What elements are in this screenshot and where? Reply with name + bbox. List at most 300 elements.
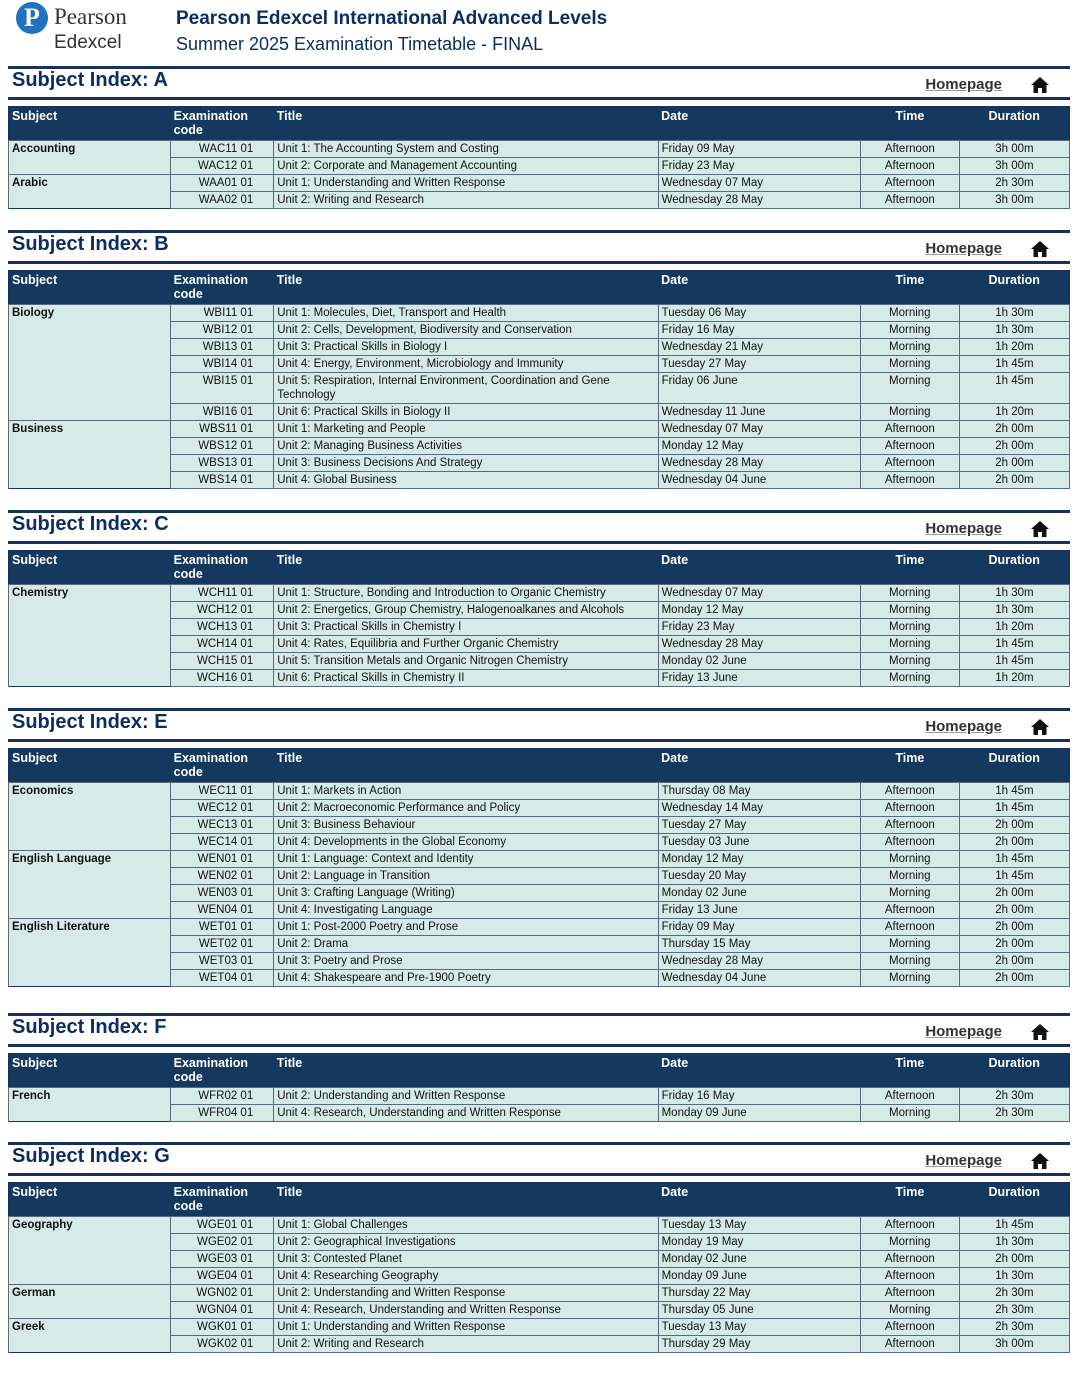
homepage-link[interactable]: Homepage (925, 520, 1002, 537)
exam-duration: 2h 00m (959, 455, 1069, 472)
exam-title: Unit 2: Energetics, Group Chemistry, Halogenoalkanes and Alcohols (274, 602, 658, 619)
exam-time: Afternoon (860, 834, 959, 851)
exam-date: Tuesday 06 May (658, 305, 860, 322)
col-date-header: Date (658, 1054, 860, 1088)
exam-title: Unit 1: Molecules, Diet, Transport and Health (274, 305, 658, 322)
subject-name (9, 834, 171, 851)
pearson-logo-icon: P (16, 2, 48, 34)
exam-time: Morning (860, 339, 959, 356)
exam-duration: 1h 20m (959, 404, 1069, 421)
exam-title: Unit 4: Rates, Equilibria and Further Organic Chemistry (274, 636, 658, 653)
exam-title: Unit 5: Transition Metals and Organic Nitrogen Chemistry (274, 653, 658, 670)
exam-time: Morning (860, 619, 959, 636)
exam-duration: 1h 45m (959, 356, 1069, 373)
exam-code: WGE04 01 (171, 1268, 274, 1285)
exam-date: Friday 09 May (658, 919, 860, 936)
subject-name (9, 1251, 171, 1268)
home-icon[interactable] (1030, 240, 1050, 258)
exam-time: Morning (860, 970, 959, 987)
homepage-link[interactable]: Homepage (925, 718, 1002, 735)
exam-duration: 2h 30m (959, 1105, 1069, 1122)
exam-title: Unit 2: Language in Transition (274, 868, 658, 885)
exam-title: Unit 1: Markets in Action (274, 783, 658, 800)
exam-title: Unit 2: Drama (274, 936, 658, 953)
exam-title: Unit 4: Research, Understanding and Written Response (274, 1105, 658, 1122)
exam-date: Wednesday 14 May (658, 800, 860, 817)
subject-index-section (8, 66, 1070, 209)
table-row (9, 141, 1070, 158)
exam-duration: 2h 00m (959, 936, 1069, 953)
subject-name (9, 1105, 171, 1122)
exam-date: Friday 23 May (658, 619, 860, 636)
subject-name (9, 438, 171, 455)
table-row (9, 800, 1070, 817)
exam-code: WEN04 01 (171, 902, 274, 919)
homepage-link[interactable]: Homepage (925, 240, 1002, 257)
col-subject-header: Subject (9, 1183, 171, 1217)
exam-title: Unit 4: Shakespeare and Pre-1900 Poetry (274, 970, 658, 987)
exam-code: WEC11 01 (171, 783, 274, 800)
exam-duration: 1h 45m (959, 800, 1069, 817)
homepage-link[interactable]: Homepage (925, 1152, 1002, 1169)
subject-name (9, 404, 171, 421)
exam-duration: 1h 45m (959, 783, 1069, 800)
subject-name (9, 602, 171, 619)
exam-date: Monday 09 June (658, 1268, 860, 1285)
exam-code: WET04 01 (171, 970, 274, 987)
home-icon[interactable] (1030, 718, 1050, 736)
col-code-header: Examination code (171, 271, 274, 305)
table-row (9, 834, 1070, 851)
exam-code: WBS11 01 (171, 421, 274, 438)
table-row (9, 1285, 1070, 1302)
exam-title: Unit 1: Understanding and Written Response (274, 1319, 658, 1336)
exam-code: WBS14 01 (171, 472, 274, 489)
col-code-header: Examination code (171, 107, 274, 141)
exam-date: Wednesday 07 May (658, 175, 860, 192)
exam-time: Morning (860, 1234, 959, 1251)
table-row (9, 936, 1070, 953)
subject-name (9, 158, 171, 175)
col-date-header: Date (658, 1183, 860, 1217)
col-duration-header: Duration (959, 749, 1069, 783)
exam-time: Afternoon (860, 1319, 959, 1336)
exam-title: Unit 1: Post-2000 Poetry and Prose (274, 919, 658, 936)
col-subject-header: Subject (9, 271, 171, 305)
exam-date: Wednesday 28 May (658, 953, 860, 970)
section-title: Subject Index: G (12, 1145, 170, 1167)
exam-title: Unit 4: Developments in the Global Economy (274, 834, 658, 851)
table-header-row (9, 749, 1070, 783)
exam-date: Wednesday 21 May (658, 339, 860, 356)
exam-duration: 1h 30m (959, 1234, 1069, 1251)
document-subtitle: Summer 2025 Examination Timetable - FINAL (176, 34, 544, 54)
section-header (8, 66, 1070, 100)
table-header-row (9, 271, 1070, 305)
exam-time: Afternoon (860, 1285, 959, 1302)
exam-time: Afternoon (860, 141, 959, 158)
exam-time: Afternoon (860, 1268, 959, 1285)
exam-duration: 3h 00m (959, 158, 1069, 175)
subject-name (9, 953, 171, 970)
exam-code: WBI11 01 (171, 305, 274, 322)
home-icon[interactable] (1030, 1152, 1050, 1170)
exam-time: Morning (860, 1105, 959, 1122)
col-title-header: Title (274, 551, 658, 585)
subject-name (9, 1268, 171, 1285)
exam-code: WET03 01 (171, 953, 274, 970)
exam-time: Afternoon (860, 455, 959, 472)
table-row (9, 919, 1070, 936)
subject-name (9, 373, 171, 404)
col-title-header: Title (274, 1054, 658, 1088)
subject-name (9, 1336, 171, 1353)
section-title: Subject Index: A (12, 69, 168, 91)
exam-code: WGE03 01 (171, 1251, 274, 1268)
exam-time: Afternoon (860, 158, 959, 175)
table-row (9, 885, 1070, 902)
exam-time: Morning (860, 585, 959, 602)
exam-title: Unit 6: Practical Skills in Chemistry II (274, 670, 658, 687)
homepage-link[interactable]: Homepage (925, 76, 1002, 93)
table-row (9, 602, 1070, 619)
exam-date: Tuesday 27 May (658, 356, 860, 373)
document-title: Pearson Edexcel International Advanced Levels (176, 8, 608, 29)
exam-title: Unit 3: Business Behaviour (274, 817, 658, 834)
section-title: Subject Index: E (12, 711, 168, 733)
subject-name: Greek (9, 1319, 171, 1336)
exam-title: Unit 3: Crafting Language (Writing) (274, 885, 658, 902)
col-code-header: Examination code (171, 551, 274, 585)
exam-date: Monday 02 June (658, 1251, 860, 1268)
subject-name: Biology (9, 305, 171, 322)
subject-index-section (8, 230, 1070, 489)
exam-time: Morning (860, 953, 959, 970)
subject-name (9, 885, 171, 902)
exam-date: Monday 02 June (658, 885, 860, 902)
table-row (9, 902, 1070, 919)
exam-title: Unit 6: Practical Skills in Biology II (274, 404, 658, 421)
col-time-header: Time (860, 1054, 959, 1088)
exam-date: Wednesday 11 June (658, 404, 860, 421)
exam-time: Morning (860, 885, 959, 902)
subject-name: Accounting (9, 141, 171, 158)
exam-date: Tuesday 13 May (658, 1319, 860, 1336)
col-duration-header: Duration (959, 1183, 1069, 1217)
col-date-header: Date (658, 271, 860, 305)
exam-duration: 2h 00m (959, 421, 1069, 438)
subject-name (9, 970, 171, 987)
exam-time: Morning (860, 322, 959, 339)
exam-time: Morning (860, 602, 959, 619)
exam-duration: 1h 20m (959, 339, 1069, 356)
exam-time: Afternoon (860, 1217, 959, 1234)
table-header-row (9, 551, 1070, 585)
timetable (8, 1053, 1070, 1122)
table-header-row (9, 1054, 1070, 1088)
subject-name: Geography (9, 1217, 171, 1234)
exam-title: Unit 2: Cells, Development, Biodiversity and Conservation (274, 322, 658, 339)
exam-duration: 1h 45m (959, 653, 1069, 670)
exam-code: WEC13 01 (171, 817, 274, 834)
logo-text-edexcel: Edexcel (54, 32, 122, 53)
subject-name: Economics (9, 783, 171, 800)
subject-name (9, 472, 171, 489)
exam-code: WAA01 01 (171, 175, 274, 192)
exam-date: Wednesday 04 June (658, 472, 860, 489)
timetable (8, 550, 1070, 687)
exam-duration: 1h 30m (959, 602, 1069, 619)
exam-duration: 2h 00m (959, 970, 1069, 987)
exam-time: Afternoon (860, 192, 959, 209)
exam-duration: 3h 00m (959, 141, 1069, 158)
exam-code: WFR04 01 (171, 1105, 274, 1122)
exam-code: WGK01 01 (171, 1319, 274, 1336)
exam-code: WET01 01 (171, 919, 274, 936)
exam-time: Afternoon (860, 1251, 959, 1268)
exam-date: Wednesday 28 May (658, 192, 860, 209)
exam-title: Unit 4: Researching Geography (274, 1268, 658, 1285)
exam-duration: 1h 30m (959, 585, 1069, 602)
table-row (9, 404, 1070, 421)
exam-duration: 2h 00m (959, 902, 1069, 919)
exam-time: Morning (860, 636, 959, 653)
col-title-header: Title (274, 749, 658, 783)
exam-title: Unit 2: Writing and Research (274, 192, 658, 209)
col-title-header: Title (274, 1183, 658, 1217)
subject-name: Arabic (9, 175, 171, 192)
timetable (8, 1182, 1070, 1353)
exam-duration: 2h 00m (959, 953, 1069, 970)
subject-name (9, 817, 171, 834)
exam-code: WAC12 01 (171, 158, 274, 175)
exam-time: Morning (860, 936, 959, 953)
exam-code: WFR02 01 (171, 1088, 274, 1105)
exam-title: Unit 2: Understanding and Written Response (274, 1285, 658, 1302)
exam-time: Afternoon (860, 817, 959, 834)
exam-date: Tuesday 27 May (658, 817, 860, 834)
exam-time: Morning (860, 851, 959, 868)
exam-date: Monday 09 June (658, 1105, 860, 1122)
table-row (9, 653, 1070, 670)
exam-title: Unit 4: Energy, Environment, Microbiology and Immunity (274, 356, 658, 373)
subject-index-section (8, 1142, 1070, 1353)
exam-code: WGN02 01 (171, 1285, 274, 1302)
table-row (9, 1319, 1070, 1336)
col-subject-header: Subject (9, 1054, 171, 1088)
exam-duration: 2h 00m (959, 919, 1069, 936)
exam-code: WCH11 01 (171, 585, 274, 602)
col-time-header: Time (860, 107, 959, 141)
table-row (9, 1217, 1070, 1234)
exam-date: Wednesday 28 May (658, 636, 860, 653)
exam-code: WEN03 01 (171, 885, 274, 902)
exam-title: Unit 1: Global Challenges (274, 1217, 658, 1234)
subject-name (9, 902, 171, 919)
table-row (9, 1105, 1070, 1122)
col-time-header: Time (860, 271, 959, 305)
table-row (9, 970, 1070, 987)
table-row (9, 455, 1070, 472)
exam-title: Unit 3: Business Decisions And Strategy (274, 455, 658, 472)
exam-date: Friday 23 May (658, 158, 860, 175)
col-title-header: Title (274, 107, 658, 141)
home-icon[interactable] (1030, 520, 1050, 538)
table-row (9, 1336, 1070, 1353)
exam-duration: 3h 00m (959, 1336, 1069, 1353)
exam-code: WCH13 01 (171, 619, 274, 636)
exam-date: Thursday 08 May (658, 783, 860, 800)
subject-name (9, 868, 171, 885)
exam-title: Unit 5: Respiration, Internal Environment, Coordination and Gene Technology (274, 373, 658, 404)
table-row (9, 585, 1070, 602)
exam-time: Afternoon (860, 175, 959, 192)
table-row (9, 851, 1070, 868)
exam-code: WEC14 01 (171, 834, 274, 851)
col-duration-header: Duration (959, 551, 1069, 585)
col-time-header: Time (860, 1183, 959, 1217)
table-header-row (9, 107, 1070, 141)
section-header (8, 1013, 1070, 1047)
col-subject-header: Subject (9, 551, 171, 585)
exam-title: Unit 4: Global Business (274, 472, 658, 489)
exam-date: Monday 02 June (658, 653, 860, 670)
exam-date: Thursday 05 June (658, 1302, 860, 1319)
col-duration-header: Duration (959, 107, 1069, 141)
table-row (9, 322, 1070, 339)
exam-duration: 1h 30m (959, 1268, 1069, 1285)
subject-name: German (9, 1285, 171, 1302)
logo-text-pearson: Pearson (54, 4, 127, 29)
table-row (9, 373, 1070, 404)
exam-time: Afternoon (860, 919, 959, 936)
exam-duration: 1h 45m (959, 1217, 1069, 1234)
exam-date: Friday 16 May (658, 322, 860, 339)
table-row (9, 356, 1070, 373)
exam-duration: 1h 45m (959, 373, 1069, 404)
exam-time: Afternoon (860, 1336, 959, 1353)
exam-title: Unit 2: Corporate and Management Accounting (274, 158, 658, 175)
table-row (9, 619, 1070, 636)
col-time-header: Time (860, 551, 959, 585)
col-subject-header: Subject (9, 749, 171, 783)
exam-date: Tuesday 03 June (658, 834, 860, 851)
home-icon[interactable] (1030, 1023, 1050, 1041)
exam-time: Afternoon (860, 1088, 959, 1105)
exam-title: Unit 1: Marketing and People (274, 421, 658, 438)
exam-duration: 1h 30m (959, 322, 1069, 339)
exam-title: Unit 1: The Accounting System and Costing (274, 141, 658, 158)
exam-duration: 2h 30m (959, 1319, 1069, 1336)
table-row (9, 783, 1070, 800)
exam-code: WCH16 01 (171, 670, 274, 687)
table-row (9, 175, 1070, 192)
col-code-header: Examination code (171, 749, 274, 783)
col-date-header: Date (658, 749, 860, 783)
exam-date: Friday 13 June (658, 670, 860, 687)
exam-title: Unit 2: Writing and Research (274, 1336, 658, 1353)
document-header (0, 0, 1080, 66)
exam-title: Unit 1: Understanding and Written Response (274, 175, 658, 192)
table-row (9, 1302, 1070, 1319)
exam-duration: 1h 30m (959, 305, 1069, 322)
exam-code: WBS13 01 (171, 455, 274, 472)
col-code-header: Examination code (171, 1054, 274, 1088)
exam-code: WEN02 01 (171, 868, 274, 885)
exam-code: WCH15 01 (171, 653, 274, 670)
exam-duration: 2h 00m (959, 834, 1069, 851)
subject-name (9, 670, 171, 687)
exam-date: Tuesday 20 May (658, 868, 860, 885)
exam-date: Wednesday 07 May (658, 585, 860, 602)
col-time-header: Time (860, 749, 959, 783)
subject-index-section (8, 708, 1070, 987)
exam-code: WCH12 01 (171, 602, 274, 619)
exam-time: Morning (860, 356, 959, 373)
exam-title: Unit 3: Contested Planet (274, 1251, 658, 1268)
exam-title: Unit 2: Macroeconomic Performance and Policy (274, 800, 658, 817)
home-icon[interactable] (1030, 76, 1050, 94)
exam-title: Unit 1: Language: Context and Identity (274, 851, 658, 868)
table-row (9, 817, 1070, 834)
exam-time: Afternoon (860, 421, 959, 438)
exam-code: WAA02 01 (171, 192, 274, 209)
subject-name (9, 636, 171, 653)
table-row (9, 421, 1070, 438)
subject-name: French (9, 1088, 171, 1105)
exam-duration: 2h 30m (959, 1285, 1069, 1302)
exam-duration: 2h 00m (959, 472, 1069, 489)
table-row (9, 1251, 1070, 1268)
exam-title: Unit 3: Practical Skills in Biology I (274, 339, 658, 356)
exam-date: Wednesday 28 May (658, 455, 860, 472)
exam-time: Morning (860, 404, 959, 421)
col-date-header: Date (658, 551, 860, 585)
subject-name (9, 192, 171, 209)
section-header (8, 1142, 1070, 1176)
exam-date: Monday 12 May (658, 438, 860, 455)
subject-name (9, 653, 171, 670)
exam-duration: 2h 30m (959, 1088, 1069, 1105)
exam-time: Afternoon (860, 438, 959, 455)
exam-date: Monday 12 May (658, 851, 860, 868)
exam-date: Thursday 22 May (658, 1285, 860, 1302)
timetable (8, 106, 1070, 209)
exam-code: WBI12 01 (171, 322, 274, 339)
exam-title: Unit 3: Poetry and Prose (274, 953, 658, 970)
exam-date: Friday 16 May (658, 1088, 860, 1105)
exam-code: WGE02 01 (171, 1234, 274, 1251)
homepage-link[interactable]: Homepage (925, 1023, 1002, 1040)
exam-title: Unit 3: Practical Skills in Chemistry I (274, 619, 658, 636)
exam-date: Monday 12 May (658, 602, 860, 619)
col-duration-header: Duration (959, 271, 1069, 305)
exam-date: Tuesday 13 May (658, 1217, 860, 1234)
col-duration-header: Duration (959, 1054, 1069, 1088)
exam-duration: 2h 00m (959, 817, 1069, 834)
exam-code: WET02 01 (171, 936, 274, 953)
exam-duration: 1h 45m (959, 636, 1069, 653)
subject-name (9, 322, 171, 339)
exam-duration: 1h 20m (959, 670, 1069, 687)
exam-time: Afternoon (860, 800, 959, 817)
subject-name (9, 619, 171, 636)
subject-name: English Language (9, 851, 171, 868)
table-row (9, 1268, 1070, 1285)
exam-date: Friday 13 June (658, 902, 860, 919)
exam-duration: 3h 00m (959, 192, 1069, 209)
exam-code: WBI13 01 (171, 339, 274, 356)
